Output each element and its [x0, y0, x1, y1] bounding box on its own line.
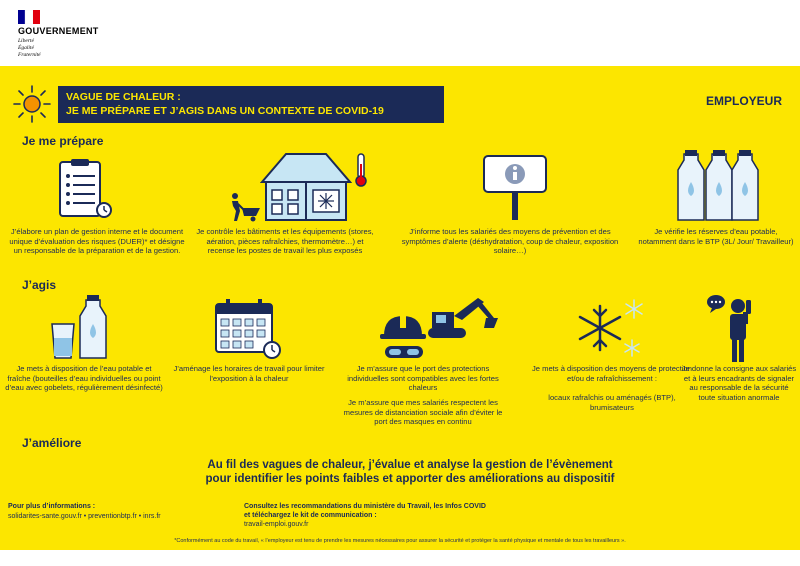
checklist-icon [58, 158, 114, 220]
motto-liberte: Liberté [18, 38, 34, 44]
agis-text-cooling: locaux rafraîchis ou aménagés (BTP), brumisateurs [548, 393, 676, 412]
header [0, 0, 800, 66]
info-label: Pour plus d’informations : [8, 503, 96, 510]
prepare-text-plan: J’élabore un plan de gestion interne et le document unique d’évaluation des risques (DUER)* et désigne un responsable de la préparation et de la gestion. [9, 227, 185, 256]
ameliore-line1: Au fil des vagues de chaleur, j’évalue et analyse la gestion de l’évènement [207, 459, 613, 471]
consult-link[interactable]: travail-emploi.gouv.fr [244, 521, 309, 528]
calendar-icon [214, 298, 284, 360]
worker-wheelbarrow-icon [228, 192, 262, 222]
prepare-text-buildings: Je contrôle les bâtiments et les équipements (stores, aération, pièces rafraîchies, thermomètre…) et recense les postes de travail les plus exposés [196, 227, 374, 256]
title-box [58, 86, 444, 123]
agis-text-protection: Je mets à disposition des moyens de protection et/ou de rafraîchissement : [532, 364, 692, 383]
agis-text-water: Je mets à disposition de l’eau potable et fraîche (bouteilles d’eau individuelles ou point d’eau avec gobelets, régulièrement désinfecté) [5, 364, 163, 393]
ameliore-text [120, 458, 700, 486]
sun-icon [12, 84, 52, 124]
prepare-text-water: Je vérifie les réserves d’eau potable, notamment dans le BTP (3L/ Jour/ Travailleur) [638, 227, 794, 246]
marianne-logo [18, 10, 40, 24]
agis-text-distancing: Je m’assure que mes salariés respectent les mesures de distanciation sociale afin d’éviter le port des masques en continu [343, 398, 503, 427]
footer-strip [0, 550, 800, 566]
audience-label: EMPLOYEUR [705, 94, 782, 108]
consult-label-1: Consultez les recommandations du ministère du Travail, les Infos COVID [244, 503, 486, 510]
government-name: GOUVERNEMENT [18, 26, 99, 36]
goggles-icon [384, 344, 424, 360]
section-prepare: Je me prépare [22, 134, 104, 148]
person-phone-icon [706, 292, 756, 364]
water-bottles-icon [676, 148, 762, 224]
info-sign-icon [482, 154, 548, 222]
footnote: *Conformément au code du travail, « l’employeur est tenu de prendre les mesures nécessaires pour assurer la sécurité et protéger la santé physique et mentale de tous les travailleurs ». [174, 538, 626, 544]
motto-egalite: Égalité [18, 45, 34, 51]
section-ameliore: J’améliore [22, 436, 82, 450]
title-line2: JE ME PRÉPARE ET J’AGIS DANS UN CONTEXTE DE COVID-19 [66, 105, 384, 117]
glass-bottle-icon [50, 294, 112, 360]
title-line1: VAGUE DE CHALEUR : [66, 91, 181, 103]
ameliore-line2: pour identifier les points faibles et apporter des améliorations au dispositif [205, 473, 615, 485]
agis-text-schedule: J’aménage les horaires de travail pour limiter l’exposition à la chaleur [173, 364, 325, 383]
section-agis: J’agis [22, 278, 57, 292]
motto-fraternite: Fraternité [18, 52, 41, 58]
agis-text-ppe: Je m’assure que le port des protections individuelles sont compatibles avec les fortes chaleurs [347, 364, 499, 393]
helmet-icon [380, 314, 426, 342]
excavator-icon [426, 296, 500, 342]
snowflake-icon [574, 296, 650, 360]
house-icon [260, 150, 352, 222]
thermometer-icon [352, 152, 370, 188]
info-links[interactable]: solidarites-sante.gouv.fr • preventionbtp.fr • inrs.fr [8, 513, 161, 520]
consult-label-2: et téléchargez le kit de communication : [244, 512, 377, 519]
prepare-text-inform: J’informe tous les salariés des moyens de prévention et des symptômes d’alerte (déshydratation, coup de chaleur, exposition solaire…) [401, 227, 619, 256]
agis-text-report: Je donne la consigne aux salariés et à leurs encadrants de signaler au responsable de la sécurité toute situation anormale [681, 364, 797, 402]
